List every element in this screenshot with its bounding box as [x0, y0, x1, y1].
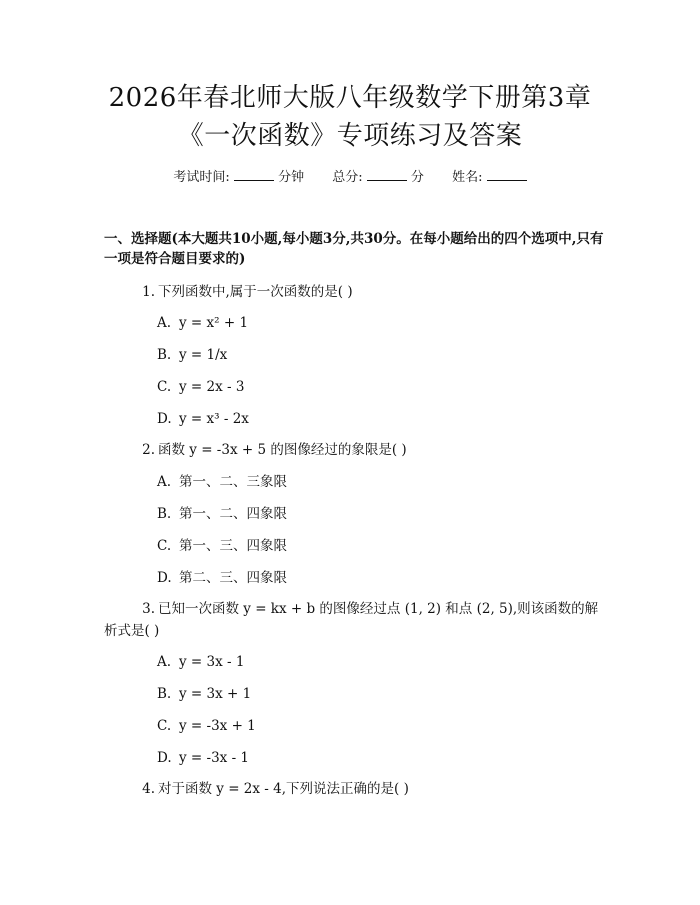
- option-letter: B.: [157, 506, 172, 522]
- option-text: y = x² + 1: [179, 315, 249, 331]
- exam-info-line: [0, 168, 700, 188]
- option-item: [157, 409, 249, 429]
- option-text: y = 2x - 3: [179, 379, 245, 395]
- question-text: 已知一次函数 y = kx + b 的图像经过点 (1, 2) 和点 (2, 5),则该函数的解析式是( ): [104, 601, 599, 639]
- option-item: [157, 345, 227, 365]
- option-item: [157, 536, 287, 556]
- option-text: y = -3x + 1: [179, 718, 256, 734]
- option-letter: C.: [157, 718, 172, 734]
- exam-time-label: 考试时间:: [173, 170, 230, 185]
- option-text: 第一、三、四象限: [179, 538, 287, 554]
- option-item: [157, 684, 251, 704]
- option-letter: C.: [157, 538, 172, 554]
- student-name-label: 姓名:: [452, 170, 483, 185]
- option-item: [157, 313, 248, 333]
- option-text: 第一、二、四象限: [179, 506, 287, 522]
- option-letter: D.: [157, 570, 172, 586]
- total-score-blank: [367, 168, 407, 181]
- option-letter: B.: [157, 347, 172, 363]
- option-letter: B.: [157, 686, 172, 702]
- section-heading: 一、选择题(本大题共10小题,每小题3分,共30分。在每小题给出的四个选项中,只有一项是符合题目要求的): [104, 231, 604, 267]
- option-text: 第二、三、四象限: [179, 570, 287, 586]
- option-item: [157, 748, 249, 768]
- total-score-label: 总分:: [332, 170, 363, 185]
- option-item: [157, 652, 244, 672]
- option-text: 第一、二、三象限: [179, 474, 287, 490]
- option-letter: A.: [157, 315, 172, 331]
- question-number: 3.: [142, 601, 155, 617]
- option-text: y = 3x - 1: [179, 654, 245, 670]
- student-name-field: [452, 170, 527, 185]
- option-item: [157, 377, 244, 397]
- question-number: 2.: [142, 442, 155, 458]
- question-number: 1.: [142, 284, 155, 300]
- option-letter: C.: [157, 379, 172, 395]
- exam-time-blank: [234, 168, 274, 181]
- option-text: y = 1/x: [179, 347, 228, 363]
- page-title-line-2: 《一次函数》专项练习及答案: [177, 121, 523, 151]
- total-score-unit: 分: [410, 170, 424, 185]
- question-4: [104, 778, 601, 800]
- total-score-field: [332, 170, 428, 185]
- option-text: y = -3x - 1: [179, 750, 250, 766]
- question-2: [104, 439, 601, 461]
- option-text: y = 3x + 1: [179, 686, 252, 702]
- student-name-blank: [487, 168, 527, 181]
- option-item: [157, 568, 287, 588]
- question-1: [104, 281, 601, 303]
- option-letter: D.: [157, 750, 172, 766]
- option-text: y = x³ - 2x: [179, 411, 249, 427]
- question-text: 对于函数 y = 2x - 4,下列说法正确的是( ): [158, 781, 409, 797]
- option-letter: A.: [157, 474, 172, 490]
- exam-time-unit: 分钟: [278, 170, 305, 185]
- option-letter: D.: [157, 411, 172, 427]
- exam-time-field: [173, 170, 308, 185]
- question-text: 下列函数中,属于一次函数的是( ): [158, 284, 353, 300]
- question-3: [104, 598, 601, 642]
- question-number: 4.: [142, 781, 155, 797]
- option-item: [157, 472, 287, 492]
- option-letter: A.: [157, 654, 172, 670]
- page-title-line-1: 2026年春北师大版八年级数学下册第3章: [108, 83, 592, 113]
- option-item: [157, 716, 256, 736]
- option-item: [157, 504, 287, 524]
- question-text: 函数 y = -3x + 5 的图像经过的象限是( ): [158, 442, 407, 458]
